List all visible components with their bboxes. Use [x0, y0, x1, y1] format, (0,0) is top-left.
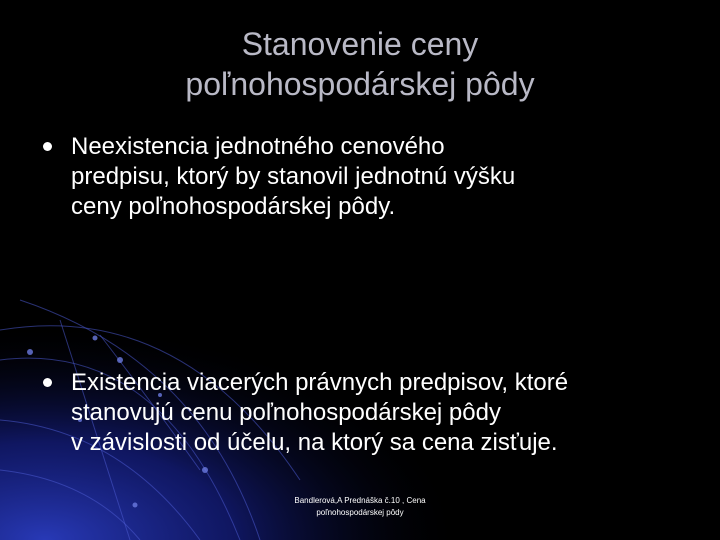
- bullet-line: Existencia viacerých právnych predpisov, ktoré: [71, 369, 569, 396]
- bullet-text: [71, 132, 688, 222]
- bullet-item: [38, 132, 688, 222]
- bullet-text: [71, 368, 688, 458]
- bullet-dot-icon: [43, 142, 52, 151]
- bullet-dot-icon: [43, 378, 52, 387]
- slide-footer: [260, 495, 460, 519]
- bullet-line: v závislosti od účelu, na ktorý sa cena zisťuje.: [71, 429, 558, 456]
- bullet-item: [38, 368, 688, 458]
- footer-line: poľnohospodárskej pôdy: [316, 508, 404, 517]
- slide-title: [60, 24, 660, 104]
- bullet-line: stanovujú cenu poľnohospodárskej pôdy: [71, 399, 501, 426]
- title-line: poľnohospodárskej pôdy: [185, 66, 535, 102]
- bullet-line: Neexistencia jednotného cenového: [71, 133, 445, 160]
- title-line: Stanovenie ceny: [241, 26, 479, 62]
- bullet-line: ceny poľnohospodárskej pôdy.: [71, 193, 396, 220]
- bullet-line: predpisu, ktorý by stanovil jednotnú výšku: [71, 163, 516, 190]
- footer-line: Bandlerová,A Prednáška č.10 , Cena: [294, 496, 426, 505]
